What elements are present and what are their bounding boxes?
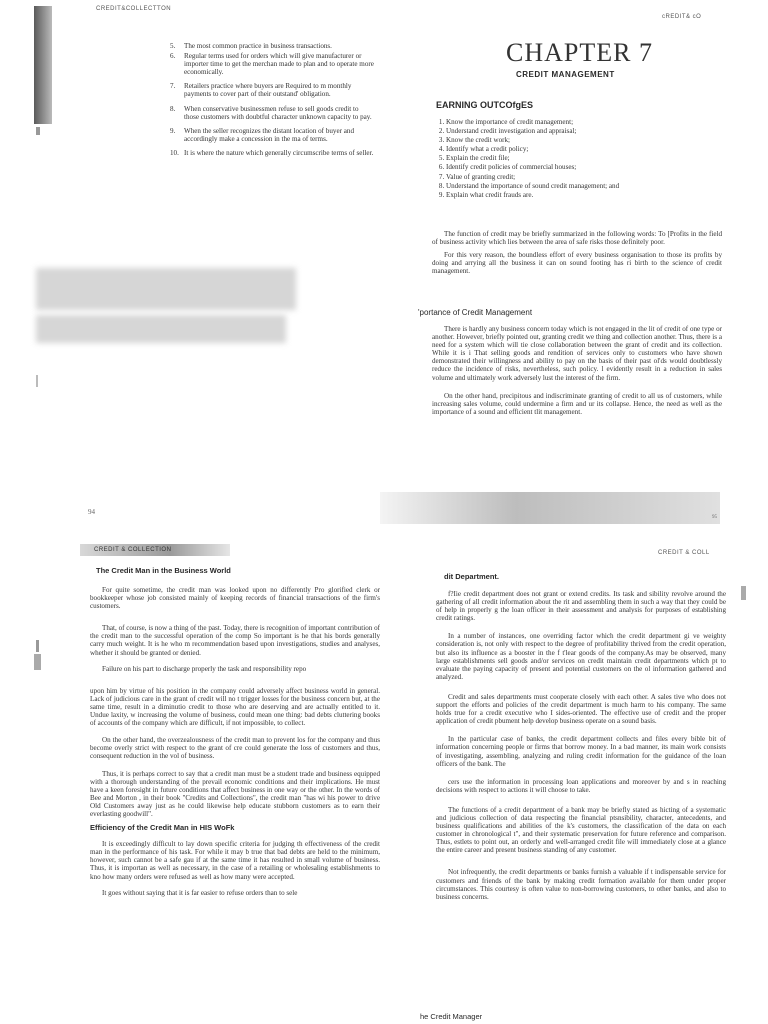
list-item: 1. Know the importance of credit management; <box>446 118 746 126</box>
list-item: 2. Understand credit investigation and appraisal; <box>446 127 746 135</box>
list-item: 9. Explain what credit frauds are. <box>446 191 746 199</box>
list-item: 5. The most common practice in business transactions. <box>170 42 332 50</box>
list-item: 5. Explain the credit file; <box>446 154 746 162</box>
running-head: CREDIT&COLLECTTON <box>96 6 172 12</box>
paragraph: The functions of a credit department of a bank may be briefly stated as hicting of a systematic and judicious collection of data respecting the financial ptsnsibility, character, antecedents, and business qualifications and abilities of the k's customers, the classification of the data on each customer in chronological t", and their systematic preservation for future reference and comparison. Thus, estlets to point out, an orderly and well-arranged credit file will immediately close at a glance the entire career and present business standing of any customer. <box>436 805 726 855</box>
paragraph: For quite sometime, the credit man was looked upon no differently Pro glorified clerk or bookkeeper whose job consisted mainly of keeping records of financial transactions of the firm's customers. <box>90 586 380 611</box>
list-item: 9. When the seller recognizes the distant location of buyer and accordingly make a concession in the ma of terms. <box>170 126 354 143</box>
page-edge-shadow <box>380 492 720 524</box>
list-item: 6. Identify credit policies of commercial houses; <box>446 163 746 171</box>
list-item: 8. Understand the importance of sound credit management; and <box>446 182 746 190</box>
running-head: CREDIT & COLL <box>658 550 710 556</box>
running-head: CREDIT & COLLECTION <box>94 547 172 553</box>
section-heading: dit Department. <box>444 572 500 581</box>
paragraph: Credit and sales departments must cooperate closely with each other. A sales tive who does not support the efforts and policies of the credit department is much harm to his company. The same holds true for a credit executive who I sides-oriented. The effective use of credit and the proper application of credit pbument help develop business operate on a sound basis. <box>436 692 726 726</box>
paragraph: That, of course, is now a thing of the past. Today, there is recognition of important contribution of the credit man to the successful operation of the comp So important is he that his bords generally carry much weight. It is he who m recommendation based upon investigations, studies and analyses, whether it should be granted or denied. <box>90 624 380 657</box>
page-bottom-right <box>384 530 768 1024</box>
practice-list <box>170 42 375 157</box>
faded-text-block <box>36 315 286 343</box>
section-heading: 'portance of Credit Management <box>418 308 533 317</box>
outcomes-list <box>432 118 746 200</box>
page-94 <box>0 0 384 525</box>
paragraph: For this very reason, the boundless effort of every business organisation to those its profits by doing and arrying all the business it can on sound footing has ri birth to the science of credit management. <box>432 251 722 276</box>
paragraph: There is hardly any business concern today which is not engaged in the lit of credit of one type or another. However, briefly pointed out, granting credit we thing and collection another. Thus, there is a need for a system which will tie close collaboration between the grant of credit and its collection. While it is i That selling goods and rendition of services only to customers who have shown demonstrated their willingness and ability to pay on the basis of their past ol'ds would doubtlessly reduce the incidence of risks, nevertheless, such policy. l evidently result in a reduction in sales volume and ultimately work adversely lust the interest of the firm. <box>432 325 722 382</box>
chapter-subtitle: CREDIT MANAGEMENT <box>516 70 615 79</box>
list-item: 4. Identify what a credit policy; <box>446 145 746 153</box>
page-footer: he Credit Manager <box>420 1012 483 1021</box>
paragraph: Not infrequently, the credit departments or banks furnish a valuable if t indispensable service for customers and friends of the bank by making credit formation available for them under proper circumstances. This courtesy is often value to non-borrowing customers, to other banks, and also to business concerns. <box>436 868 726 901</box>
list-item: 7. Retailers practice where buyers are Required to m monthly payments to cover part of their outstand' obligation. <box>170 82 352 99</box>
body-text <box>432 230 722 280</box>
paragraph: On the other hand, the overzealousness of the credit man to prevent los for the company and thus become overly strict with respect to the grant of cre could generate the loss of customers and thus, consequent reduction in the vol of business. <box>90 736 380 761</box>
paragraph: It is exceedingly difficult to lay down specific criteria for judging th effectiveness of the credit man in the performance of his task. For while it may b true that bad debts are held to the minimum, however, such cannot be a safe gau if at the same time it has resulted in small volume of business. Thus, it is importan as well as necessary, in the case of a retailing or wholesaling establishments to kno how many orders were refused as well as how many were accepted. <box>90 840 380 881</box>
paragraph: f?Iie credit department does not grant or extend credits. Its task and sibility revolve around the gathering of all credit information about the rit and assembling them in such a way that they could be of help in properly g the loan officer in their assessment and analysis for purposes of establishing credit ratings. <box>436 590 726 623</box>
paragraph: In a number of instances, one overriding factor which the credit department gi ve weighty consideration is, not only with respect to the degree of profitability thrived from the credit operation, but also its influence as a booster in the f t'lear goods of the company.As may be observed, many large establishments sell goods and/or services on credit maintain credit departments which pt to evaluate the paying capacity of present and potential customers on the ol information gathered and analyzed. <box>436 632 726 681</box>
page-number: 94 <box>88 508 96 516</box>
paragraph: It goes without saying that it is far easier to refuse orders than to sele <box>102 888 298 897</box>
page-number: 95 <box>712 515 717 520</box>
paragraph: Failure on his part to discharge properly the task and responsibility repo <box>102 664 307 673</box>
list-item: 10. It is where the nature which generally circumscribe terms of seller. <box>170 148 374 157</box>
chapter-title: CHAPTER 7 <box>506 38 653 67</box>
margin-mark <box>36 640 39 652</box>
body-text <box>90 586 380 902</box>
body-text <box>436 590 726 906</box>
binding-shadow <box>34 6 52 124</box>
margin-mark <box>36 375 38 387</box>
margin-mark <box>741 586 746 600</box>
faded-text-block <box>36 268 296 310</box>
margin-mark <box>34 654 41 670</box>
paragraph: The function of credit may be briefly summarized in the following words: To [Profits in the field of business activity which lies between the area of safe risks those definitely poor. <box>432 230 722 247</box>
paragraph: upon him by virtue of his position in the company could adversely affect business world in general. Lack of judicious care in the grant of credit will no t trigger losses for the business concern but, at the same time, result in a diminutio credit to those who are deserving and are actually entitled to it. Undue laxity, w increasing the volume of business, could mean one thing: bad debts cluttering books of accounts of the company which are difficult, if not impossible, to collect. <box>90 686 380 728</box>
margin-mark <box>36 127 40 135</box>
body-text <box>432 325 722 421</box>
paragraph: Thus, it is perhaps correct to say that a credit man must be a student trade and business equipped with a thorough understanding of the prevail economic conditions and their implications. He must have a keen foresight in future conditions that affect business in one way or the other. In the words of Bee and Morton , in their book "Credits and Collections", the credit man "has wi his power to drive Old Customers away just as he could likewise help educate stubborn customers as to earn their everlasting goodwill". <box>90 769 380 818</box>
page-95 <box>384 0 768 525</box>
list-item: 6. Regular terms used for orders which will give manufacturer or importer time to get the merchan made to plan and to operate more economically. <box>170 52 374 77</box>
section-heading: Efficiency of the Credit Man in HIS WoFk <box>90 823 235 833</box>
running-head: cREDIT& cO <box>662 14 702 20</box>
outcomes-heading: EARNING OUTCOfgES <box>436 100 534 110</box>
paragraph: On the other hand, precipitous and indiscriminate granting of credit to all us of customers, while increasing sales volume, could undermine a firm and ur its collapse. Hence, the need as well as the importance of a sound and efficient tlit management. <box>432 391 722 416</box>
list-item: 8. When conservative businessmen refuse to sell goods credit to those customers with doubtful character unknown capacity to pay. <box>170 104 372 121</box>
section-heading: The Credit Man in the Business World <box>96 566 231 575</box>
page-bottom-left <box>0 530 384 1024</box>
list-item: 3. Know the credit work; <box>446 136 746 144</box>
paragraph: In the particular case of banks, the credit department collects and files every bible bit of information concerning people or firms that borrow money. In a bad manner, its main work consists of investigating, assembling, analyzing and ruling credit information for the guidance of the loan officers of the bank. The <box>436 735 726 768</box>
paragraph: cers use the information in processing loan applications and moreover by and s in reaching decisions with respect to actions it will choose to take. <box>436 777 726 794</box>
list-item: 7. Value of granting credit; <box>446 173 746 181</box>
